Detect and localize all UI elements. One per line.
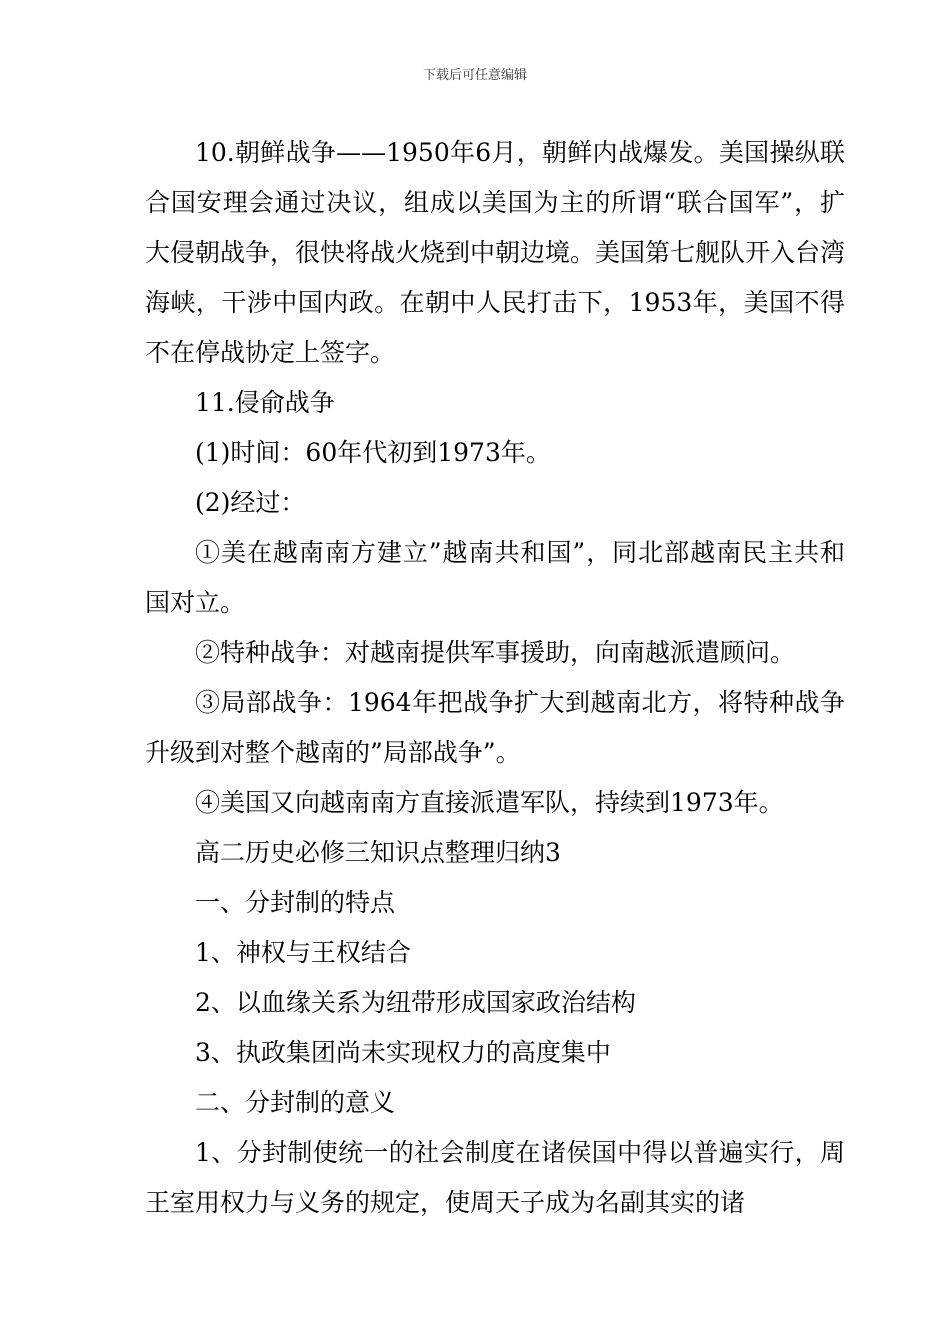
paragraph-item-1: ①美在越南南方建立”越南共和国”，同北部越南民主共和国对立。	[145, 538, 845, 617]
paragraph-item-3: ③局部战争：1964年把战争扩大到越南北方，将特种战争升级到对整个越南的”局部战争”。	[145, 688, 845, 767]
subheading-features: 一、分封制的特点	[195, 888, 396, 917]
paragraph-item-4: ④美国又向越南南方直接派遣军队，持续到1973年。	[195, 788, 784, 817]
paragraph-korean-war: 10.朝鲜战争——1950年6月，朝鲜内战爆发。美国操纵联合国安理会通过决议，组成以美国为主的所谓“联合国军”，扩大侵朝战争，很快将战火烧到中朝边境。美国第七舰队开入台湾海峡，干涉中国内政。在朝中人民打击下，1953年，美国不得不在停战协定上签字。	[145, 138, 846, 367]
paragraph-process: (2)经过：	[195, 488, 306, 517]
paragraph-item-2: ②特种战争：对越南提供军事援助，向南越派遣顾问。	[195, 638, 796, 667]
subheading-significance: 二、分封制的意义	[195, 1088, 396, 1117]
feature-1: 1、神权与王权结合	[195, 938, 411, 967]
document-body	[145, 128, 845, 1228]
feature-3: 3、执政集团尚未实现权力的高度集中	[195, 1038, 611, 1067]
paragraph-time: (1)时间：60年代初到1973年。	[195, 438, 551, 467]
significance-1: 1、分封制使统一的社会制度在诸侯国中得以普遍实行，周王室用权力与义务的规定，使周天子成为名副其实的诸	[145, 1138, 845, 1217]
feature-2: 2、以血缘关系为纽带形成国家政治结构	[195, 988, 636, 1017]
page-header: 下载后可任意编辑	[422, 68, 527, 83]
heading-vietnam-war: 11.侵俞战争	[195, 388, 335, 417]
section-title: 高二历史必修三知识点整理归纳3	[195, 838, 561, 867]
